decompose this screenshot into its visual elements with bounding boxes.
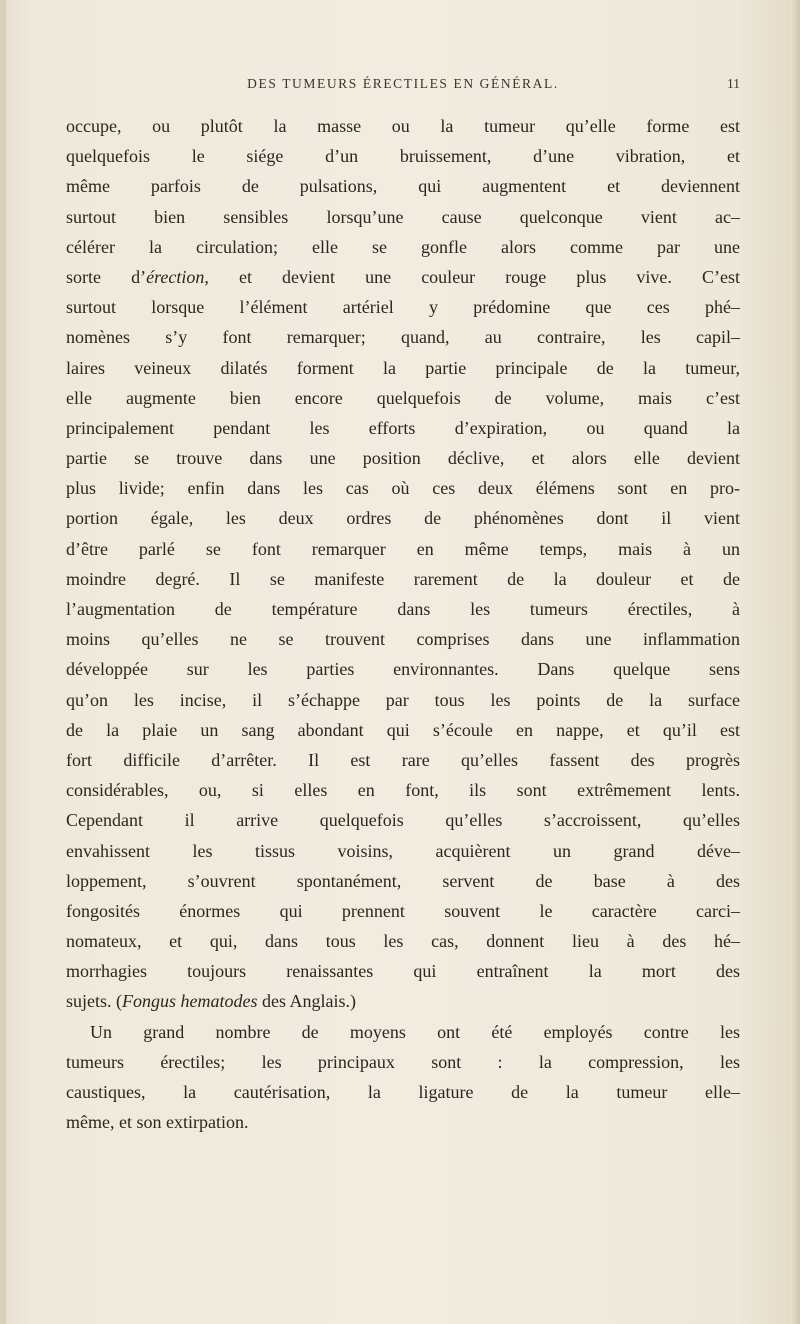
- text-line: Un grand nombre de moyens ont été employés contre les: [90, 1021, 740, 1042]
- text-line: surtout bien sensibles lorsqu’une cause quelconque vient ac–: [66, 206, 740, 227]
- italic-term: Fongus hematodes: [122, 991, 258, 1012]
- text-line: caustiques, la cautérisation, la ligature de la tumeur elle–: [66, 1082, 740, 1102]
- text-segment: , et devient une couleur rouge plus vive. C’est: [204, 266, 740, 287]
- text-line: fongosités énormes qui prennent souvent le caractère carci–: [66, 900, 740, 921]
- text-segment: sorte d’: [66, 266, 147, 287]
- text-line: quelquefois le siége d’un bruissement, d’une vibration, et: [66, 146, 740, 167]
- text-line: morrhagies toujours renaissantes qui entraînent la mort des: [66, 961, 740, 982]
- text-line: de la plaie un sang abondant qui s’écoule en nappe, et qu’il est: [66, 719, 740, 740]
- text-line: tumeurs érectiles; les principaux sont : la compression, les: [66, 1051, 740, 1072]
- text-line: [66, 262, 740, 292]
- text-line: qu’on les incise, il s’échappe par tous les points de la surface: [66, 689, 740, 710]
- text-line: partie se trouve dans une position déclive, et alors elle devient: [66, 448, 740, 469]
- text-line: célérer la circulation; elle se gonfle alors comme par une: [66, 236, 740, 257]
- text-line: principalement pendant les efforts d’expiration, ou quand la: [66, 417, 740, 438]
- body-text: [66, 111, 740, 1137]
- text-line: nomènes s’y font remarquer; quand, au contraire, les capil–: [66, 327, 740, 348]
- text-line: elle augmente bien encore quelquefois de volume, mais c’est: [66, 387, 740, 408]
- italic-term: érection: [146, 266, 205, 287]
- text-line: loppement, s’ouvrent spontanément, servent de base à des: [66, 870, 740, 891]
- text-line: fort difficile d’arrêter. Il est rare qu’elles fassent des progrès: [66, 749, 740, 770]
- text-line: considérables, ou, si elles en font, ils sont extrêmement lents.: [66, 780, 740, 801]
- text-line: même, et son extirpation.: [66, 1112, 249, 1133]
- text-line: l’augmentation de température dans les tumeurs érectiles, à: [66, 599, 740, 619]
- text-line: Cependant il arrive quelquefois qu’elles s’accroissent, qu’elles: [66, 810, 740, 831]
- text-line: envahissent les tissus voisins, acquièrent un grand déve–: [66, 840, 740, 861]
- text-line: d’être parlé se font remarquer en même temps, mais à un: [66, 538, 740, 559]
- page-header: [66, 76, 740, 100]
- text-line: nomateux, et qui, dans tous les cas, donnent lieu à des hé–: [66, 931, 740, 952]
- text-line: [66, 986, 740, 1016]
- text-line: moins qu’elles ne se trouvent comprises dans une inflammation: [66, 629, 740, 650]
- text-line: portion égale, les deux ordres de phénomènes dont il vient: [66, 508, 740, 529]
- text-line: occupe, ou plutôt la masse ou la tumeur qu’elle forme est: [66, 116, 740, 136]
- page-left-edge: [0, 0, 6, 1324]
- text-line: développée sur les parties environnantes. Dans quelque sens: [66, 659, 740, 680]
- text-line: moindre degré. Il se manifeste rarement de la douleur et de: [66, 568, 740, 589]
- page-number: 11: [727, 76, 740, 91]
- text-segment: des Anglais.): [257, 991, 356, 1012]
- running-title: DES TUMEURS ÉRECTILES EN GÉNÉRAL.: [247, 76, 559, 91]
- text-segment: sujets. (: [66, 991, 122, 1012]
- page-right-edge: [790, 0, 800, 1324]
- text-line: laires veineux dilatés forment la partie principale de la tumeur,: [66, 357, 740, 378]
- text-line: surtout lorsque l’élément artériel y prédomine que ces phé–: [66, 297, 740, 318]
- text-line: même parfois de pulsations, qui augmentent et deviennent: [66, 176, 740, 197]
- text-line: plus livide; enfin dans les cas où ces deux élémens sont en pro-: [66, 478, 740, 499]
